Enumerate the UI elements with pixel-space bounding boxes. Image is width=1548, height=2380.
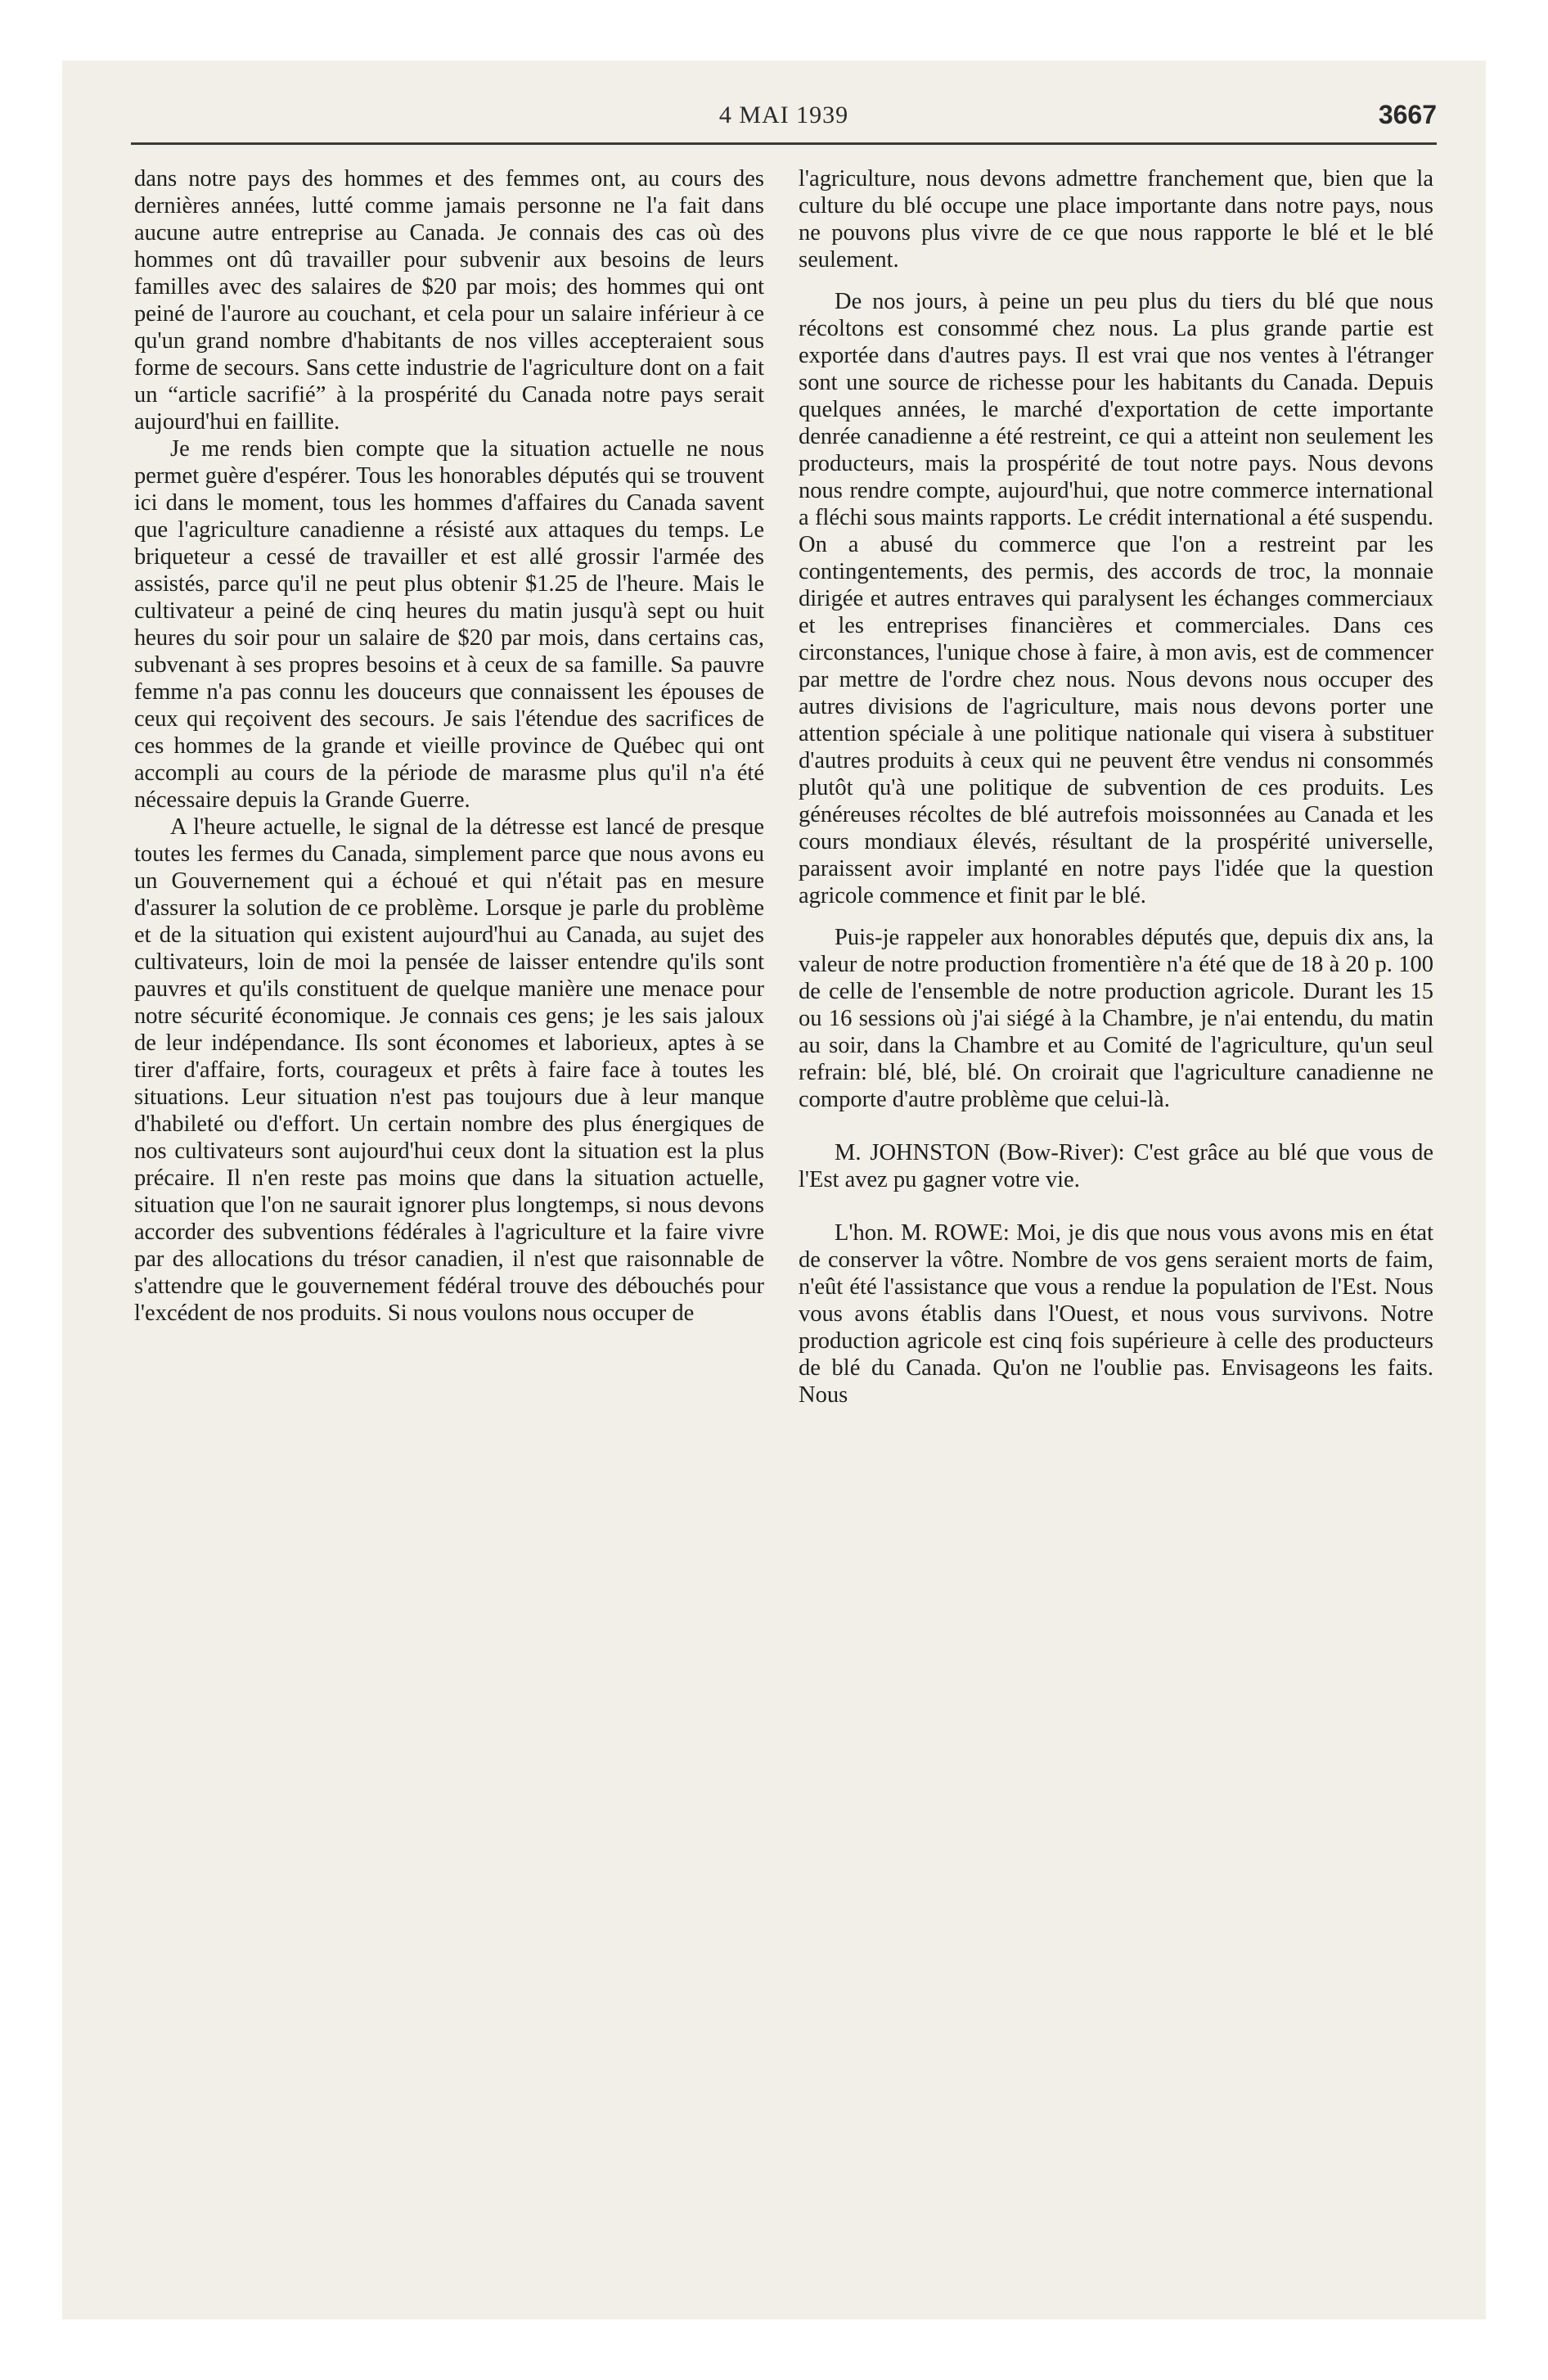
- header-date: 4 MAI 1939: [718, 101, 849, 128]
- page-header: [131, 101, 1437, 159]
- paragraph: Je me rends bien compte que la situation actuelle ne nous permet guère d'espérer. Tous les honorables députés qui se trouvent ici dans le moment, tous les hommes d'affaires du Canada savent que l'agriculture canadienne a résisté aux attaques du temps. Le briqueteur a cessé de travailler et est allé grossir l'armée des assistés, parce qu'il ne peut plus obtenir $1.25 de l'heure. Mais le cultivateur a peiné de cinq heures du matin jusqu'à sept ou huit heures du soir pour un salaire de $20 par mois, dans certains cas, subvenant à ses propres besoins et à ceux de sa famille. Sa pauvre femme n'a pas connu les douceurs que connaissent les épouses de ceux qui reçoivent des secours. Je sais l'étendue des sacrifices de ces hommes de la grande et vieille province de Québec qui ont accompli au cours de la période de marasme plus qu'il n'a été nécessaire depuis la Grande Guerre.: [134, 436, 764, 813]
- paragraph: De nos jours, à peine un peu plus du tiers du blé que nous récoltons est consommé chez nous. La plus grande partie est exportée dans d'autres pays. Il est vrai que nos ventes à l'étranger sont une source de richesse pour les habitants du Canada. Depuis quelques années, le marché d'exportation de cette importante denrée canadienne a été restreint, ce qui a atteint non seulement les producteurs, mais la prospérité de tout notre pays. Nous devons nous rendre compte, aujourd'hui, que notre commerce international a fléchi sous maints rapports. Le crédit international a été suspendu. On a abusé du commerce que l'on a restreint par les contingentements, des permis, des accords de troc, la monnaie dirigée et autres entraves qui paralysent les échanges commerciaux et les entreprises financières et commerciales. Dans ces circonstances, l'unique chose à faire, à mon avis, est de commencer par mettre de l'ordre chez nous. Nous devons nous occuper des autres divisions de l'agriculture, mais nous devons porter une attention spéciale à une politique nationale qui visera à substituer d'autres produits à ceux qui ne peuvent être vendus ni consommés plutôt qu'à une politique de subvention de ces produits. Les généreuses récoltes de blé autrefois moissonnées au Canada et les cours mondiaux élevés, résultant de la prospérité universelle, paraissent avoir implanté en notre pays l'idée que la question agricole commence et finit par le blé.: [799, 289, 1433, 908]
- document-page: [62, 61, 1486, 2319]
- header-rule: [131, 142, 1437, 145]
- paragraph: A l'heure actuelle, le signal de la détresse est lancé de presque toutes les fermes du Canada, simplement parce que nous avons eu un Gouvernement qui a échoué et qui n'était pas en mesure d'assurer la solution de ce problème. Lorsque je parle du problème et de la situation qui existent aujourd'hui au Canada, au sujet des cultivateurs, loin de moi la pensée de laisser entendre qu'ils sont pauvres et qu'ils constituent de quelque manière une menace pour notre sécurité économique. Je connais ces gens; je les sais jaloux de leur indépendance. Ils sont économes et laborieux, aptes à se tirer d'affaire, forts, courageux et prêts à faire face à toutes les situations. Leur situation n'est pas toujours due à leur manque d'habileté ou d'effort. Un certain nombre des plus énergiques de nos cultivateurs sont aujourd'hui ceux dont la situation est la plus précaire. Il n'en reste pas moins que dans la situation actuelle, situation que l'on ne saurait ignorer plus longtemps, si nous devons accorder des subventions fédérales à l'agriculture et la faire vivre par des allocations du trésor canadien, il n'est que raisonnable de s'attendre que le gouvernement fédéral trouve des débouchés pour l'excédent de nos produits. Si nous voulons nous occuper de: [134, 814, 764, 1326]
- right-column: [799, 165, 1433, 1409]
- paragraph: l'agriculture, nous devons admettre franchement que, bien que la culture du blé occupe une place importante dans notre pays, nous ne pouvons plus vivre de ce que nous rapporte le blé et le blé seulement.: [799, 166, 1433, 273]
- paragraph: dans notre pays des hommes et des femmes ont, au cours des dernières années, lutté comme jamais personne ne l'a fait dans aucune autre entreprise au Canada. Je connais des cas où des hommes ont dû travailler pour subvenir aux besoins de leurs familles avec des salaires de $20 par mois; des hommes qui ont peiné de l'aurore au couchant, et cela pour un salaire inférieur à ce qu'un grand nombre d'habitants de nos villes accepteraient sous forme de secours. Sans cette industrie de l'agriculture dont on a fait un “article sacrifié” à la prospérité du Canada notre pays serait aujourd'hui en faillite.: [134, 166, 764, 435]
- left-column: [134, 165, 764, 1327]
- paragraph: Puis-je rappeler aux honorables députés que, depuis dix ans, la valeur de notre production fromentière n'a été que de 18 à 20 p. 100 de celle de l'ensemble de notre production agricole. Durant les 15 ou 16 sessions où j'ai siégé à la Chambre, je n'ai entendu, du matin au soir, dans la Chambre et au Comité de l'agriculture, qu'un seul refrain: blé, blé, blé. On croirait que l'agriculture canadienne ne comporte d'autre problème que celui-là.: [799, 925, 1433, 1112]
- speech-paragraph: M. JOHNSTON (Bow-River): C'est grâce au blé que vous de l'Est avez pu gagner votre vie.: [799, 1140, 1433, 1192]
- page-number: 3667: [1378, 100, 1437, 129]
- speech-paragraph: L'hon. M. ROWE: Moi, je dis que nous vous avons mis en état de conserver la vôtre. Nombre de vos gens seraient morts de faim, n'eût été l'assistance que vous a rendue la population de l'Est. Nous vous avons établis dans l'Ouest, et nous vous survivons. Notre production agricole est cinq fois supérieure à celle des producteurs de blé du Canada. Qu'on ne l'oublie pas. Envisageons les faits. Nous: [799, 1220, 1433, 1408]
